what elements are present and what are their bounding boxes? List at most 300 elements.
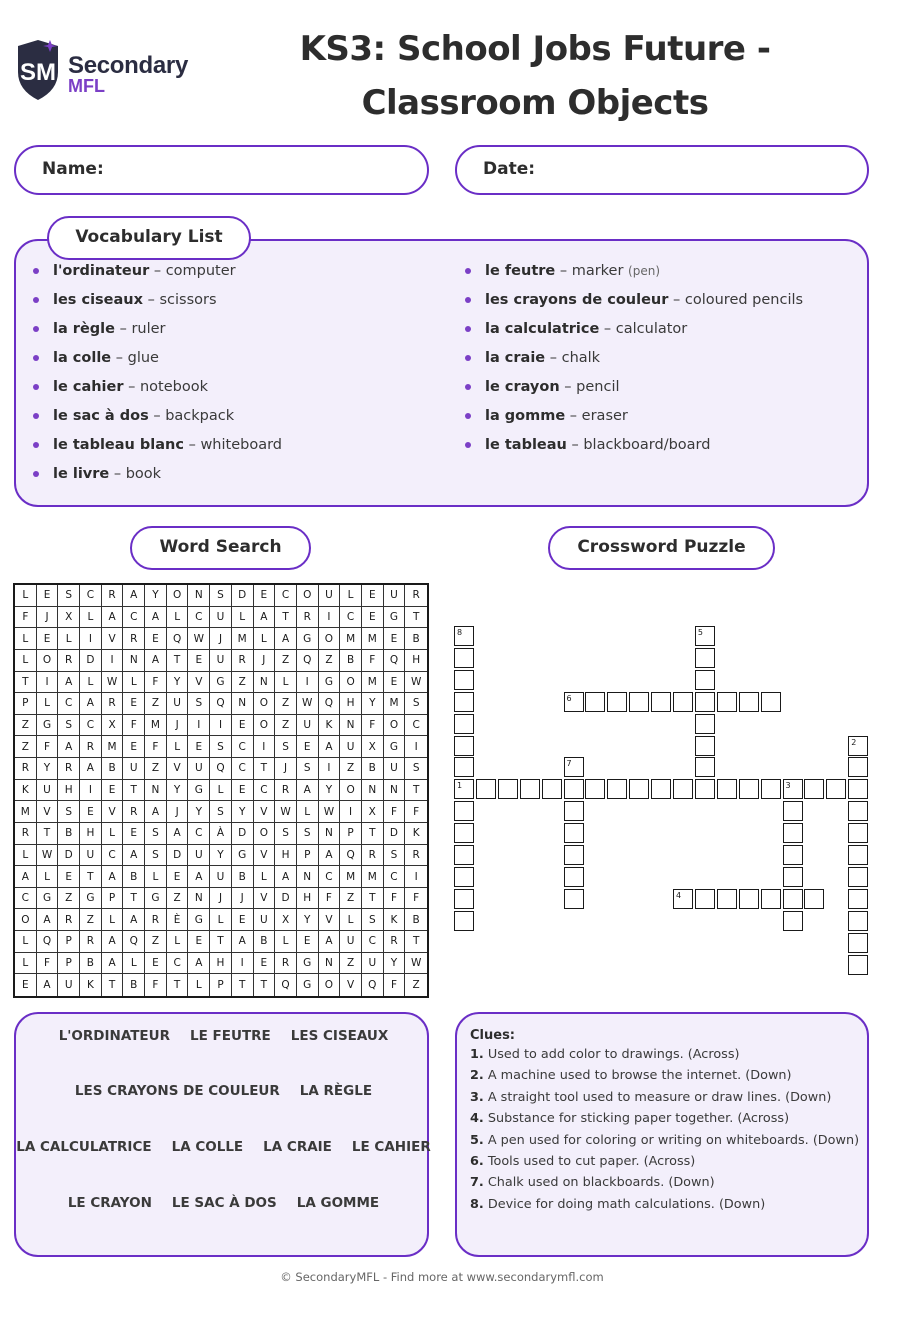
word-search-cell: C [384,866,406,888]
word-search-cell: C [232,758,254,780]
clue-text: Substance for sticking paper together. (Across) [487,1111,790,1127]
vocabulary-item: la colle – glue [33,347,282,376]
word-search-cell: C [188,607,210,629]
word-search-cell: R [15,823,37,845]
word-search-cell: G [297,974,319,996]
word-search-cell: O [340,780,362,802]
word-search-cell: B [340,650,362,672]
word-search-cell: Q [210,693,232,715]
word-search-cell: I [80,780,102,802]
crossword-cell [761,692,781,712]
word-search-cell: Z [145,693,167,715]
word-search-cell: Y [167,780,189,802]
crossword-cell [454,867,474,887]
crossword-number: 3 [785,781,791,791]
vocabulary-french: la règle [53,321,115,337]
date-field[interactable] [455,145,869,195]
clue-number: 2. [470,1068,484,1084]
vocabulary-item: le livre – book [33,463,282,492]
vocabulary-item: les ciseaux – scissors [33,289,282,318]
word-search-cell: M [232,628,254,650]
sm-shield-icon [14,38,64,102]
word-search-cell: A [145,607,167,629]
word-search-cell: M [340,628,362,650]
crossword-cell [629,692,649,712]
word-search-cell: R [80,736,102,758]
word-search-cell: L [123,953,145,975]
word-search-cell: S [362,909,384,931]
word-search-cell: P [58,931,80,953]
word-search-cell: F [405,888,427,910]
word-search-cell: À [210,823,232,845]
word-search-cell: I [232,953,254,975]
word-search-cell: H [340,693,362,715]
word-search-cell: A [102,866,124,888]
word-search-cell: L [123,672,145,694]
word-search-cell: U [167,693,189,715]
crossword-cell [848,889,868,909]
word-search-cell: L [297,801,319,823]
word-search-cell: L [102,823,124,845]
word-search-cell: N [145,780,167,802]
word-search-cell: L [102,909,124,931]
crossword-cell [454,648,474,668]
vocabulary-item: la craie – chalk [465,347,803,376]
name-field[interactable] [14,145,429,195]
crossword-cell [673,779,693,799]
word-search-cell: N [319,823,341,845]
word-search-cell: Q [362,974,384,996]
word-search-cell: È [167,909,189,931]
word-search-cell: S [188,693,210,715]
word-search-cell: E [232,715,254,737]
word-search-cell: G [80,888,102,910]
word-search-cell: E [254,585,276,607]
crossword-cell [454,757,474,777]
word-search-cell: X [275,909,297,931]
word-bank-item: LE CAHIER [351,1139,431,1155]
word-search-cell: A [80,758,102,780]
word-search-cell: A [15,866,37,888]
word-search-cell: R [102,693,124,715]
word-search-cell: R [58,650,80,672]
word-search-cell: U [188,845,210,867]
crossword-cell [804,779,824,799]
crossword-cell [564,779,584,799]
word-search-cell: E [232,909,254,931]
word-search-cell: A [275,866,297,888]
crossword-cell [783,867,803,887]
word-search-cell: Z [58,888,80,910]
word-search-cell: T [254,758,276,780]
word-search-cell: U [188,758,210,780]
word-search-cell: L [80,607,102,629]
word-search-cell: D [58,845,80,867]
vocabulary-english: eraser [581,408,628,424]
word-search-cell: U [340,931,362,953]
vocabulary-list-left [33,260,282,492]
vocabulary-english: ruler [131,321,166,337]
word-search-cell: W [319,801,341,823]
word-search-cell: V [102,628,124,650]
word-search-cell: S [405,758,427,780]
word-search-cell: A [167,823,189,845]
crossword-cell [848,845,868,865]
word-search-cell: L [167,607,189,629]
word-bank-item: LES CISEAUX [290,1028,389,1044]
word-search-cell: L [188,974,210,996]
word-search-cell: S [58,801,80,823]
word-search-cell: E [188,736,210,758]
word-search-cell: N [384,780,406,802]
crossword-cell [826,779,846,799]
crossword-cell [695,648,715,668]
crossword-cell [848,911,868,931]
word-search-cell: B [405,909,427,931]
word-search-cell: F [37,736,59,758]
clue-item [470,1175,715,1190]
vocabulary-french: les ciseaux [53,292,143,308]
vocabulary-english: coloured pencils [684,292,804,308]
clue-number: 5. [470,1132,484,1148]
crossword-cell [454,736,474,756]
word-bank-item: LA COLLE [171,1139,244,1155]
vocabulary-french: le tableau blanc [53,437,184,453]
word-search-cell: Q [210,758,232,780]
word-search-cell: O [297,585,319,607]
word-search-cell: H [80,823,102,845]
crossword-cell [607,692,627,712]
word-search-cell: G [384,607,406,629]
crossword-cell [454,823,474,843]
word-search-cell: V [167,758,189,780]
crossword-cell [848,867,868,887]
word-search-cell: T [232,974,254,996]
word-search-cell: O [254,823,276,845]
word-search-cell: D [384,823,406,845]
word-search-cell: R [405,585,427,607]
word-search-cell: W [405,953,427,975]
word-search-cell: H [58,780,80,802]
word-search-cell: A [145,650,167,672]
vocabulary-item: le tableau – blackboard/board [465,434,803,463]
word-search-cell: I [297,672,319,694]
word-bank-panel [14,1012,429,1257]
word-search-cell: F [37,953,59,975]
word-bank-row [16,1139,431,1155]
word-search-cell: E [123,736,145,758]
vocabulary-item: la gomme – eraser [465,405,803,434]
word-search-cell: L [340,585,362,607]
word-search-cell: Z [275,693,297,715]
word-search-cell: U [123,758,145,780]
crossword-cell [783,823,803,843]
word-search-cell: I [340,801,362,823]
word-search-cell: H [210,953,232,975]
word-search-cell: T [405,931,427,953]
word-search-cell: R [275,953,297,975]
word-search-cell: U [384,758,406,780]
word-search-cell: T [405,780,427,802]
clue-number: 7. [470,1175,484,1191]
vocabulary-english: marker [571,263,624,279]
word-search-cell: R [405,845,427,867]
vocabulary-french: la calculatrice [485,321,600,337]
word-search-cell: B [254,931,276,953]
word-search-cell: O [37,650,59,672]
vocabulary-french: le sac à dos [53,408,149,424]
word-search-cell: X [362,801,384,823]
word-search-cell: Y [37,758,59,780]
vocabulary-english: whiteboard [200,437,282,453]
crossword-cell [454,692,474,712]
crossword-cell [564,867,584,887]
crossword-cell [564,889,584,909]
word-search-cell: L [80,672,102,694]
word-search-cell: L [15,931,37,953]
vocabulary-item: la règle – ruler [33,318,282,347]
word-search-cell: E [188,931,210,953]
word-bank-row [16,1028,431,1044]
word-search-cell: E [188,650,210,672]
word-search-cell: Z [15,736,37,758]
word-search-cell: K [15,780,37,802]
word-search-cell: R [145,909,167,931]
word-search-cell: F [319,888,341,910]
footer: © SecondaryMFL - Find more at www.secondarymfl.com [280,1270,604,1284]
word-search-cell: J [167,801,189,823]
word-search-cell: A [123,845,145,867]
word-search-cell: T [405,607,427,629]
word-search-cell: U [297,715,319,737]
vocabulary-english: computer [165,263,236,279]
word-search-cell: Q [123,931,145,953]
crossword-number: 2 [851,737,857,747]
word-search-cell: W [405,672,427,694]
word-search-cell: G [188,909,210,931]
clue-item [470,1197,765,1212]
vocabulary-french: la colle [53,350,112,366]
word-search-grid [13,583,429,998]
word-search-cell: S [275,823,297,845]
word-search-cell: C [254,780,276,802]
vocabulary-english: glue [127,350,159,366]
word-search-cell: R [58,909,80,931]
crossword-cell [454,889,474,909]
vocabulary-english: notebook [139,379,208,395]
word-search-cell: I [254,736,276,758]
word-search-cell: C [102,845,124,867]
word-search-cell: R [123,801,145,823]
word-search-cell: P [210,974,232,996]
word-search-cell: Q [297,650,319,672]
word-search-cell: P [58,953,80,975]
page-title: KS3: School Jobs Future - Classroom Objects [299,29,771,123]
word-search-cell: T [210,931,232,953]
word-search-cell: L [58,628,80,650]
word-search-cell: M [15,801,37,823]
word-search-cell: A [58,736,80,758]
word-search-cell: W [102,672,124,694]
word-search-cell: E [123,823,145,845]
word-search-cell: M [362,628,384,650]
word-search-cell: J [232,888,254,910]
word-search-cell: A [297,780,319,802]
word-search-cell: A [319,845,341,867]
word-search-cell: N [319,953,341,975]
word-search-cell: B [232,866,254,888]
word-search-cell: U [340,736,362,758]
word-search-cell: M [362,672,384,694]
clue-number: 6. [470,1154,484,1169]
word-search-cell: R [80,931,102,953]
word-search-cell: C [362,931,384,953]
word-search-cell: P [297,845,319,867]
word-search-cell: G [297,953,319,975]
crossword-cell [848,779,868,799]
brand-logo [14,38,214,102]
word-search-cell: Z [15,715,37,737]
word-search-cell: R [362,845,384,867]
crossword-heading: Crossword Puzzle [548,526,775,570]
word-search-cell: F [384,801,406,823]
word-search-cell: A [275,628,297,650]
word-search-cell: T [15,672,37,694]
word-search-cell: Z [232,672,254,694]
word-search-cell: G [188,780,210,802]
crossword-cell [761,889,781,909]
word-search-cell: A [58,672,80,694]
word-search-cell: U [362,953,384,975]
word-search-cell: U [80,845,102,867]
word-search-cell: V [319,909,341,931]
word-search-cell: O [340,672,362,694]
word-search-cell: B [405,628,427,650]
word-search-cell: F [362,715,384,737]
word-search-cell: S [58,715,80,737]
word-search-cell: A [188,953,210,975]
word-search-cell: S [145,823,167,845]
crossword-cell [673,692,693,712]
word-search-cell: L [37,866,59,888]
word-search-cell: F [15,607,37,629]
word-search-cell: M [340,866,362,888]
word-search-cell: Q [167,628,189,650]
word-bank-item: LA CALCULATRICE [16,1139,152,1155]
word-search-cell: S [58,585,80,607]
vocabulary-french: le feutre [485,263,556,279]
crossword-cell [520,779,540,799]
clues-panel [455,1012,869,1257]
crossword-number: 7 [566,759,572,769]
word-search-cell: V [37,801,59,823]
date-label: Date: [483,159,536,179]
crossword-cell [848,933,868,953]
word-search-cell: U [319,585,341,607]
crossword-cell [564,823,584,843]
crossword-cell [695,779,715,799]
word-search-cell: L [167,931,189,953]
word-search-cell: K [319,715,341,737]
word-search-cell: L [15,628,37,650]
word-search-cell: D [275,888,297,910]
word-search-cell: F [145,672,167,694]
word-search-cell: F [123,715,145,737]
clue-item [470,1154,695,1169]
word-search-cell: L [15,650,37,672]
clue-number: 8. [470,1196,484,1212]
crossword-cell [651,692,671,712]
word-search-cell: X [102,715,124,737]
word-search-cell: O [384,715,406,737]
word-search-cell: J [275,758,297,780]
word-search-cell: H [275,845,297,867]
word-search-cell: T [123,888,145,910]
word-bank-row [16,1195,431,1211]
word-search-cell: Z [275,715,297,737]
word-search-cell: A [232,931,254,953]
word-search-cell: E [362,585,384,607]
word-search-cell: N [188,585,210,607]
word-search-cell: R [297,607,319,629]
crossword-cell [739,779,759,799]
vocabulary-english: scissors [159,292,217,308]
word-search-cell: O [319,974,341,996]
clue-text: Used to add color to drawings. (Across) [487,1047,740,1062]
word-search-cell: G [210,672,232,694]
word-search-cell: A [102,931,124,953]
word-search-cell: A [37,909,59,931]
word-search-cell: F [145,736,167,758]
crossword-cell [695,692,715,712]
word-search-cell: Q [275,974,297,996]
word-bank-item: LE CRAYON [67,1195,152,1211]
word-search-cell: T [123,780,145,802]
word-search-cell: L [210,780,232,802]
word-search-cell: M [145,715,167,737]
crossword-cell [848,801,868,821]
word-search-cell: M [102,736,124,758]
word-search-cell: J [210,888,232,910]
word-search-cell: V [254,801,276,823]
word-search-cell: R [232,650,254,672]
word-search-cell: Q [384,650,406,672]
word-search-cell: T [167,650,189,672]
word-search-cell: J [37,607,59,629]
word-search-cell: C [319,866,341,888]
vocabulary-item: le feutre – marker (pen) [465,260,803,289]
word-search-cell: Z [412,979,420,992]
word-search-cell: U [384,585,406,607]
crossword-cell [476,779,496,799]
vocabulary-item: le sac à dos – backpack [33,405,282,434]
word-search-cell: F [384,888,406,910]
word-search-cell: R [102,585,124,607]
vocabulary-english: book [125,466,162,482]
name-label: Name: [42,159,104,179]
word-search-cell: Z [340,953,362,975]
word-search-cell: I [80,628,102,650]
word-search-cell: M [384,693,406,715]
word-search-cell: I [405,736,427,758]
word-search-cell: V [254,845,276,867]
vocabulary-french: le livre [53,466,110,482]
word-search-cell: R [58,758,80,780]
clue-text: Device for doing math calculations. (Down) [487,1196,766,1212]
crossword-cell [695,670,715,690]
word-search-cell: K [80,974,102,996]
clue-number: 3. [470,1089,484,1105]
